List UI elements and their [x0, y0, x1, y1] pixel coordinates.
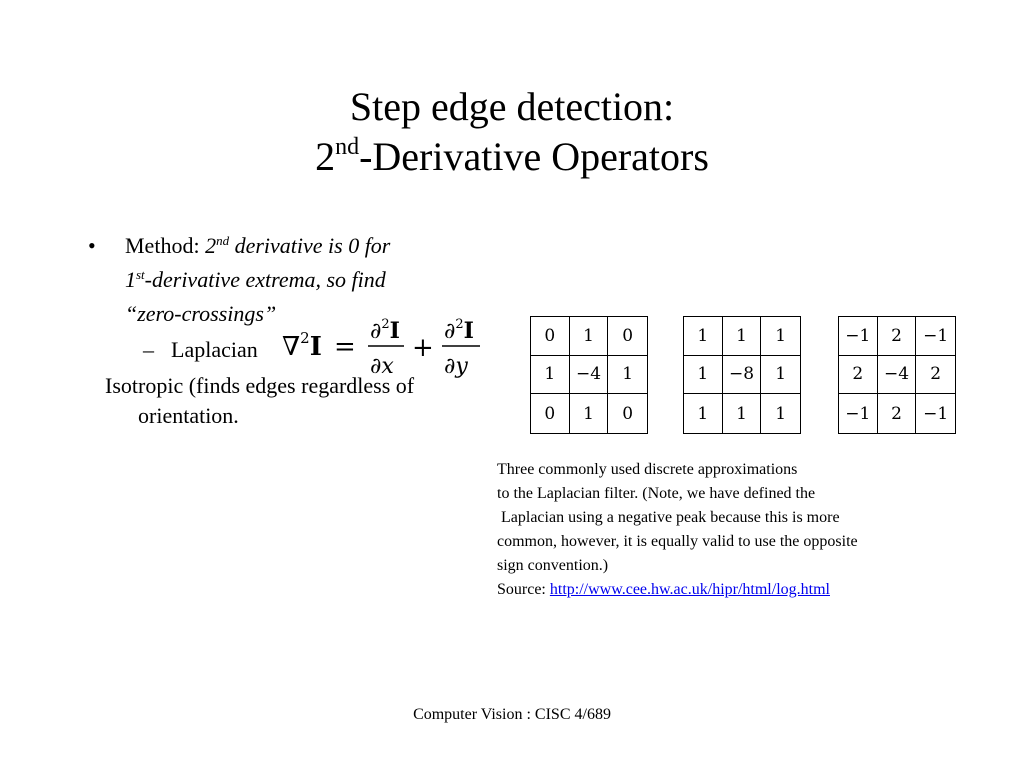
kernel-cell: 1	[570, 394, 609, 433]
title-number: 2	[315, 134, 336, 179]
bullet-dot: •	[88, 233, 96, 258]
kernel-cell: −1	[839, 394, 878, 433]
kernel-cell: 1	[684, 356, 723, 395]
title-rest: -Derivative Operators	[359, 134, 709, 179]
kernel-cell: −4	[878, 356, 917, 395]
laplacian-label: Laplacian	[171, 337, 258, 362]
caption-line: Three commonly used discrete approximations	[497, 461, 798, 478]
kernel-cell: 1	[723, 394, 762, 433]
kernel-cell: 0	[531, 394, 570, 433]
kernel-cell: 1	[761, 356, 800, 395]
source-link[interactable]: http://www.cee.hw.ac.uk/hipr/html/log.html	[549, 581, 830, 598]
kernel-cell: 1	[684, 317, 723, 356]
source-label: Source:	[497, 581, 550, 598]
kernel-cell: 2	[878, 394, 917, 433]
kernel-cell: −8	[723, 356, 762, 395]
kernel-cell: −1	[839, 317, 878, 356]
slide-title	[0, 82, 1024, 182]
svg-text:∂x: ∂x	[370, 354, 394, 379]
laplacian-formula	[282, 312, 492, 380]
kernel-cell: 2	[839, 356, 878, 395]
plus-sign: +	[412, 333, 434, 363]
kernel-cell: 1	[723, 317, 762, 356]
kernel-cell: 1	[608, 356, 647, 395]
title-superscript: nd	[335, 134, 360, 160]
svg-text:∂2I: ∂$^2$I	[444, 317, 474, 344]
kernel-cell: 1	[775, 403, 787, 424]
kernel-cell: 1	[570, 317, 609, 356]
slide-footer: Computer Vision : CISC 4/689	[413, 706, 611, 723]
svg-text:∂2I: ∂$^2$I	[370, 317, 400, 344]
kernel-cell: −1	[923, 403, 949, 424]
kernel-caption	[497, 458, 997, 602]
sub-bullet-dash: –	[143, 337, 154, 362]
kernel-cell: 0	[622, 403, 634, 424]
kernel-cell: 0	[608, 317, 647, 356]
svg-text:∂y: ∂y	[444, 354, 468, 379]
kernel-cell: 1	[761, 317, 800, 356]
caption-line: Laplacian using a negative peak because this is more	[497, 509, 840, 526]
kernel-cell: 0	[531, 317, 570, 356]
title-line-2	[0, 132, 1024, 182]
source-line	[497, 578, 997, 602]
equals-sign: =	[334, 332, 356, 362]
kernel-cell: 1	[684, 394, 723, 433]
kernel-cell: −1	[916, 317, 955, 356]
isotropic-text: Isotropic (finds edges regardless of orientation.	[105, 373, 415, 428]
method-label: Method:	[125, 233, 206, 258]
kernel-cell: −4	[570, 356, 609, 395]
kernel-4-neighbor	[530, 316, 648, 434]
kernel-cell: 2	[878, 317, 917, 356]
kernel-alternate	[838, 316, 956, 434]
caption-line: sign convention.)	[497, 557, 609, 574]
caption-line: to the Laplacian filter. (Note, we have defined the	[497, 485, 816, 502]
method-text: 2nd derivative is 0 for 1st-derivative extrema, so find “zero-crossings”	[125, 233, 391, 326]
svg-text:∇2I: ∇$^2$I	[282, 329, 322, 362]
title-line-1: Step edge detection:	[349, 84, 675, 129]
kernel-cell: 2	[916, 356, 955, 395]
kernel-cell: 1	[531, 356, 570, 395]
caption-line: common, however, it is equally valid to use the opposite	[497, 533, 858, 550]
kernel-8-neighbor	[683, 316, 801, 434]
